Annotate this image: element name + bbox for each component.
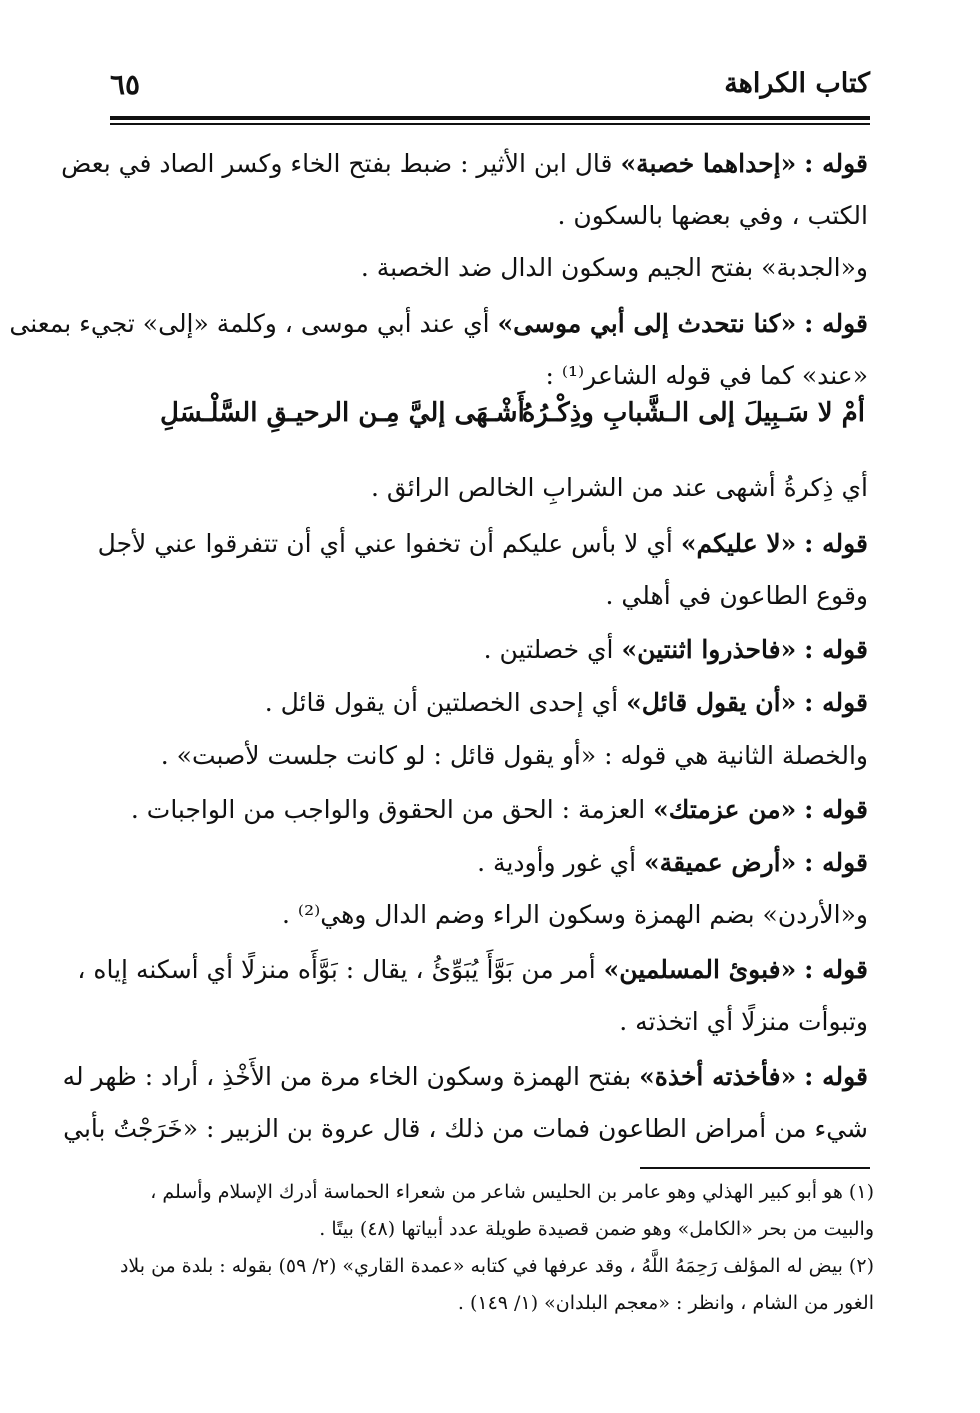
commentary-line (110, 885, 868, 945)
commentary-text: والخصلة الثانية هي قوله : «أو يقول قائل : لو كانت جلست لأصبت» . (160, 741, 868, 770)
hadith-quote: «فاحذروا اثنتين» (621, 635, 797, 664)
commentary-line (110, 833, 868, 893)
running-header (110, 66, 870, 110)
commentary-text: أي غور وأودية . (477, 848, 645, 877)
hadith-quote: «من عزمتك» (653, 795, 797, 824)
commentary-line (110, 726, 868, 786)
label-qawluhu: قوله : (804, 955, 868, 984)
commentary-line (110, 458, 868, 518)
commentary-line (61, 134, 868, 194)
header-rule-thick (110, 116, 870, 120)
hadith-quote: «لا عليكم» (680, 529, 797, 558)
hadith-quote: «فبوئ المسلمين» (603, 955, 797, 984)
footnote-line: (٢) بيض له المؤلف رَحِمَهُ اللَّهُ ، وقد عرفها في كتابه «عمدة القاري» (٢/ ٥٩) بقوله : بلدة من بلاد (119, 1255, 874, 1277)
commentary-text: وتبوأت منزلًا أي اتخذته . (619, 1007, 868, 1036)
commentary-line (110, 673, 868, 733)
commentary-text: العزمة : الحق من الحقوق والواجب من الواجبات . (130, 795, 654, 824)
label-qawluhu: قوله : (804, 309, 868, 338)
commentary-text: و«الأردن» بضم الهمزة وسكون الراء وضم الدال وهي⁽²⁾ . (282, 900, 868, 929)
commentary-line (110, 346, 868, 406)
commentary-text: بفتح الهمزة وسكون الخاء مرة من الأَخْذِ ، أراد : ظهر له (62, 1062, 640, 1091)
label-qawluhu: قوله : (804, 635, 868, 664)
commentary-line (110, 186, 868, 246)
commentary-line (63, 1099, 868, 1159)
commentary-text: وقوع الطاعون في أهلي . (605, 581, 868, 610)
header-rule-thin (110, 123, 870, 125)
commentary-text: «عند» كما في قوله الشاعر⁽¹⁾ : (545, 361, 868, 390)
commentary-line (110, 780, 868, 840)
commentary-text: أمر من بَوَّأَ يُبَوِّئُ ، يقال : بَوَّأَه منزلًا أي أسكنه إياه ، (77, 955, 604, 984)
commentary-text: الكتب ، وفي بعضها بالسكون . (557, 201, 868, 230)
commentary-text: أي إحدى الخصلتين أن يقول قائل . (264, 688, 627, 717)
hadith-quote: «إحداهما خصبة» (620, 149, 797, 178)
label-qawluhu: قوله : (804, 688, 868, 717)
commentary-text: أي عند أبي موسى ، وكلمة «إلى» تجيء بمعنى (9, 309, 498, 338)
commentary-text: أي ذِكرةُ أشهى عند من الشرابِ الخالص الرائق . (370, 473, 868, 502)
commentary-line (110, 238, 868, 298)
commentary-line (110, 992, 868, 1052)
commentary-text: أي خصلتين . (483, 635, 622, 664)
hadith-quote: «فأخذته أخذة» (639, 1062, 797, 1091)
verse-first-hemistich: أمْ لا سَـبِيلَ إلى الـشَّبابِ وذِكْـرُهُ (521, 398, 865, 428)
label-qawluhu: قوله : (804, 1062, 868, 1091)
page-number: ٦٥ (110, 68, 141, 101)
commentary-line (62, 1047, 868, 1107)
hadith-quote: «أن يقول قائل» (626, 688, 797, 717)
footnote-rule (640, 1167, 870, 1169)
footnote-line: الغور من الشام ، وانظر : «معجم البلدان» (١/ ١٤٩) . (457, 1292, 874, 1314)
commentary-line (77, 940, 868, 1000)
commentary-text: شيء من أمراض الطاعون فمات من ذلك ، قال عروة بن الزبير : «خَرَجْتُ بأبي (63, 1114, 868, 1143)
commentary-line (9, 294, 868, 354)
label-qawluhu: قوله : (804, 848, 868, 877)
commentary-line (110, 566, 868, 626)
commentary-text: أي لا بأس عليكم أن تخفوا عني أي أن تتفرقوا عني لأجل (97, 529, 681, 558)
label-qawluhu: قوله : (804, 529, 868, 558)
label-qawluhu: قوله : (804, 149, 868, 178)
commentary-line (110, 620, 868, 680)
chapter-title: كتاب الكراهة (724, 68, 870, 99)
commentary-text: و«الجدبة» بفتح الجيم وسكون الدال ضد الخصبة . (360, 253, 868, 282)
footnote-line: والبيت من بحر «الكامل» وهو ضمن قصيدة طويلة عدد أبياتها (٤٨) بيتًا . (319, 1218, 874, 1240)
commentary-line (97, 514, 868, 574)
commentary-text: قال ابن الأثير : ضبط بفتح الخاء وكسر الصاد في بعض (61, 149, 621, 178)
footnote-line: (١) هو أبو كبير الهذلي وهو عامر بن الحليس شاعر من شعراء الحماسة أدرك الإسلام وأسلم ، (150, 1181, 874, 1203)
hadith-quote: «كنا نتحدث إلى أبي موسى» (497, 309, 797, 338)
label-qawluhu: قوله : (804, 795, 868, 824)
verse-second-hemistich: أَشْـهَى إليَّ مِـن الرحيـقِ السَّلْـسَلِ (160, 398, 525, 428)
hadith-quote: «أرض عميقة» (644, 848, 797, 877)
